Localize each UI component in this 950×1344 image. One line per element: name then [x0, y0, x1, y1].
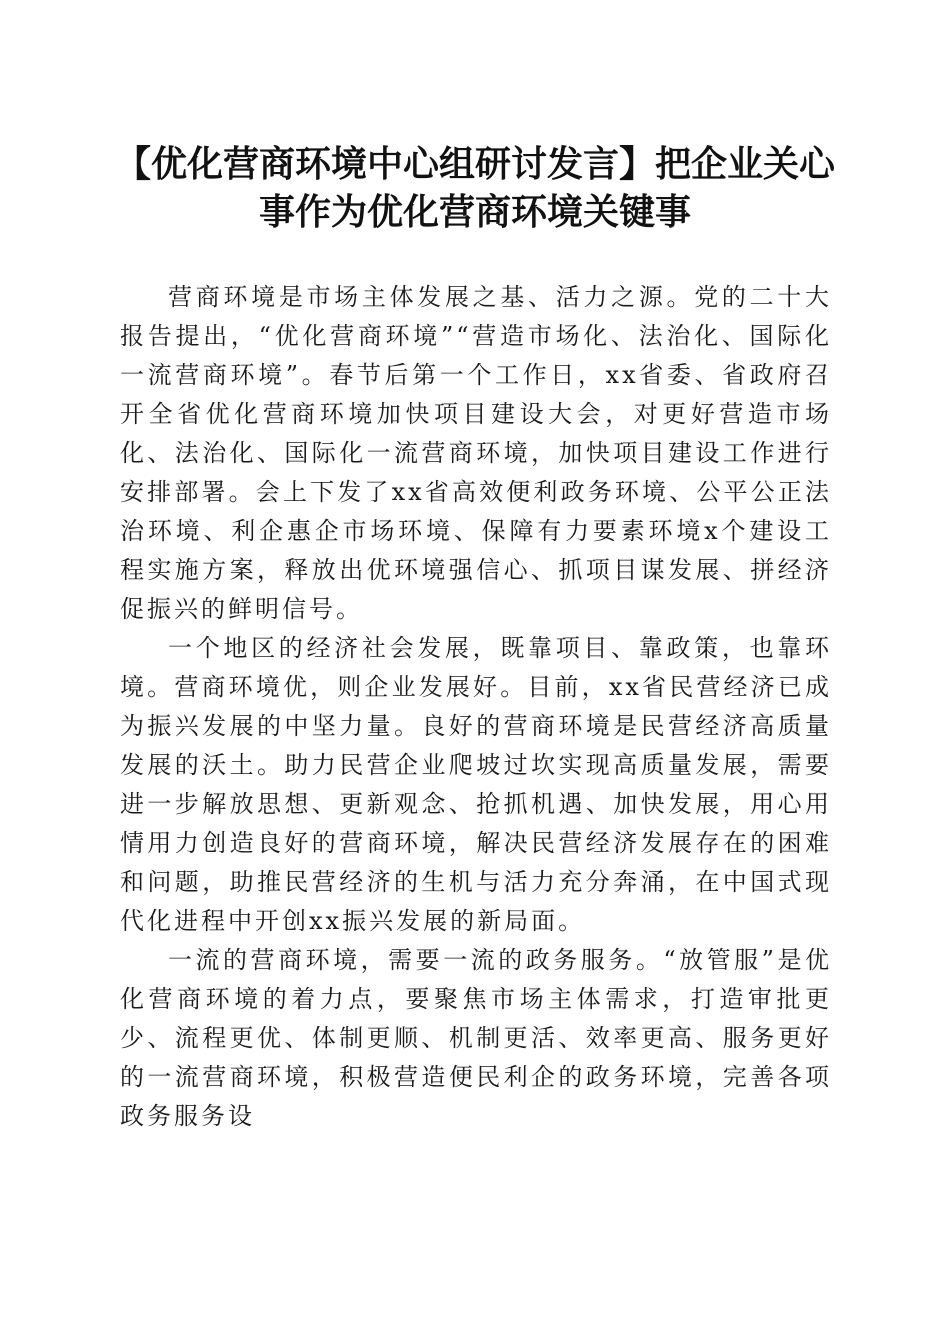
document-body	[120, 278, 832, 1136]
document-title: 【优化营商环境中心组研讨发言】把企业关心事作为优化营商环境关键事	[114, 143, 835, 233]
paragraph: 营商环境是市场主体发展之基、活力之源。党的二十大报告提出，“优化营商环境”“营造市场化、法治化、国际化一流营商环境”。春节后第一个工作日，xx省委、省政府召开全省优化营商环境加快项目建设大会，对更好营造市场化、法治化、国际化一流营商环境，加快项目建设工作进行安排部署。会上下发了xx省高效便利政务环境、公平公正法治环境、利企惠企市场环境、保障有力要素环境x个建设工程实施方案，释放出优环境强信心、抓项目谋发展、拼经济促振兴的鲜明信号。	[120, 283, 832, 623]
paragraph: 一个地区的经济社会发展，既靠项目、靠政策，也靠环境。营商环境优，则企业发展好。目前，xx省民营经济已成为振兴发展的中坚力量。良好的营商环境是民营经济高质量发展的沃土。助力民营企业爬坡过坎实现高质量发展，需要进一步解放思想、更新观念、抢抓机遇、加快发展，用心用情用力创造良好的营商环境，解决民营经济发展存在的困难和问题，助推民营经济的生机与活力充分奔涌，在中国式现代化进程中开创xx振兴发展的新局面。	[120, 634, 832, 935]
paragraph: 一流的营商环境，需要一流的政务服务。“放管服”是优化营商环境的着力点，要聚焦市场主体需求，打造审批更少、流程更优、体制更顺、机制更活、效率更高、服务更好的一流营商环境，积极营造便民利企的政务环境，完善各项政务服务设	[120, 946, 832, 1130]
